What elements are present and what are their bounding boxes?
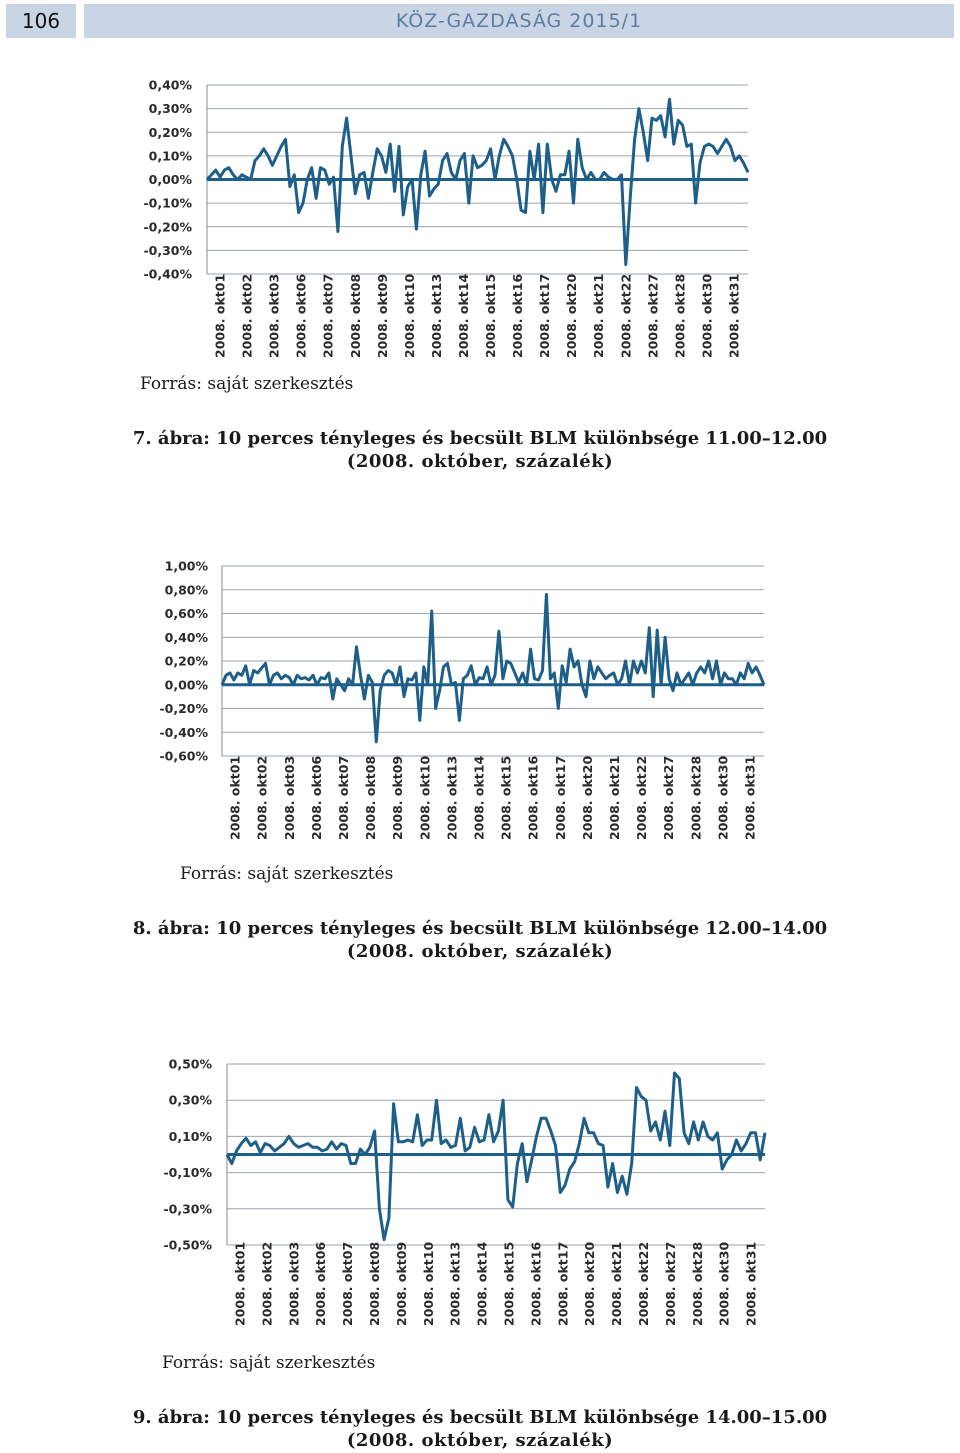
x-tick-label: 2008. okt07 — [340, 1241, 356, 1326]
x-tick-label: 2008. okt16 — [510, 273, 526, 358]
x-tick-label: 2008. okt14 — [471, 755, 487, 840]
x-tick-label: 2008. okt07 — [335, 755, 351, 840]
figure-7-source: Forrás: saját szerkesztés — [140, 374, 354, 394]
x-tick-label: 2008. okt28 — [672, 273, 688, 358]
y-tick-label: -0,10% — [163, 1165, 212, 1181]
y-tick-label: 0,20% — [164, 653, 208, 669]
x-tick-label: 2008. okt09 — [393, 1241, 409, 1326]
x-tick-label: 2008. okt28 — [688, 755, 704, 840]
y-tick-label: 0,00% — [164, 677, 208, 693]
x-tick-label: 2008. okt14 — [474, 1241, 490, 1326]
x-tick-label: 2008. okt06 — [293, 273, 309, 358]
x-tick-label: 2008. okt22 — [635, 1241, 651, 1326]
figure-8-caption-line2: (2008. október, százalék) — [346, 941, 614, 962]
x-tick-label: 2008. okt20 — [579, 755, 595, 840]
y-tick-label: 0,30% — [168, 1092, 212, 1108]
x-tick-label: 2008. okt06 — [313, 1241, 329, 1326]
y-tick-label: 0,60% — [164, 606, 208, 621]
x-tick-label: 2008. okt10 — [417, 755, 433, 840]
x-tick-label: 2008. okt15 — [498, 755, 514, 840]
series-line — [227, 1073, 765, 1240]
y-tick-label: -0,60% — [159, 748, 208, 764]
x-tick-label: 2008. okt27 — [662, 1241, 678, 1326]
y-tick-label: -0,30% — [163, 1201, 212, 1217]
figure-8-caption-line1: 8. ábra: 10 perces tényleges és becsült BLM különbsége 12.00–14.00 — [132, 918, 828, 939]
x-tick-label: 2008. okt16 — [528, 1241, 544, 1326]
figure-7-caption-line1: 7. ábra: 10 perces tényleges és becsült BLM különbsége 11.00–12.00 — [132, 428, 828, 449]
page-number: 106 — [6, 4, 76, 38]
x-tick-label: 2008. okt20 — [582, 1241, 598, 1326]
x-tick-label: 2008. okt15 — [501, 1241, 517, 1326]
y-tick-label: 1,00% — [164, 558, 208, 574]
x-tick-label: 2008. okt08 — [347, 273, 363, 358]
y-tick-label: 0,40% — [148, 77, 192, 93]
figure-9-caption-line2: (2008. október, százalék) — [346, 1430, 614, 1451]
x-tick-label: 2008. okt08 — [363, 755, 379, 840]
x-tick-label: 2008. okt22 — [634, 755, 650, 840]
x-tick-label: 2008. okt31 — [743, 1241, 759, 1326]
x-tick-label: 2008. okt02 — [259, 1241, 275, 1326]
x-tick-label: 2008. okt17 — [537, 273, 553, 358]
x-tick-label: 2008. okt08 — [366, 1241, 382, 1326]
x-tick-label: 2008. okt13 — [444, 755, 460, 840]
figure-9-caption-line1: 9. ábra: 10 perces tényleges és becsült BLM különbsége 14.00–15.00 — [132, 1407, 828, 1428]
x-tick-label: 2008. okt09 — [374, 273, 390, 358]
x-tick-label: 2008. okt02 — [254, 755, 270, 840]
x-tick-label: 2008. okt31 — [726, 273, 742, 358]
x-tick-label: 2008. okt30 — [715, 755, 731, 840]
x-tick-label: 2008. okt15 — [483, 273, 499, 358]
figure-8-source: Forrás: saját szerkesztés — [180, 864, 394, 884]
y-tick-label: 0,30% — [148, 101, 192, 117]
y-tick-label: 0,00% — [148, 172, 192, 187]
x-tick-label: 2008. okt30 — [699, 273, 715, 358]
y-tick-label: -0,20% — [143, 219, 192, 235]
x-tick-label: 2008. okt03 — [281, 755, 297, 840]
x-tick-label: 2008. okt31 — [742, 755, 758, 840]
x-tick-label: 2008. okt27 — [645, 273, 661, 358]
x-tick-label: 2008. okt02 — [239, 273, 255, 358]
x-tick-label: 2008. okt16 — [525, 755, 541, 840]
figure-9-source: Forrás: saját szerkesztés — [162, 1353, 376, 1373]
y-tick-label: 0,80% — [164, 582, 208, 598]
y-tick-label: -0,10% — [143, 195, 192, 211]
journal-title: KÖZ-GAZDASÁG 2015/1 — [84, 4, 954, 38]
figure-7-caption-line2: (2008. október, százalék) — [346, 451, 614, 472]
x-tick-label: 2008. okt03 — [266, 273, 282, 358]
y-tick-label: 0,40% — [164, 629, 208, 645]
y-tick-label: -0,20% — [159, 701, 208, 716]
x-tick-label: 2008. okt14 — [455, 273, 471, 358]
x-tick-label: 2008. okt17 — [555, 1241, 571, 1326]
x-tick-label: 2008. okt21 — [609, 1241, 625, 1326]
x-tick-label: 2008. okt01 — [232, 1241, 248, 1326]
y-tick-label: 0,50% — [168, 1056, 212, 1072]
x-tick-label: 2008. okt22 — [618, 273, 634, 358]
x-tick-label: 2008. okt13 — [428, 273, 444, 358]
x-tick-label: 2008. okt21 — [591, 273, 607, 358]
x-tick-label: 2008. okt30 — [716, 1241, 732, 1326]
x-tick-label: 2008. okt13 — [447, 1241, 463, 1326]
x-tick-label: 2008. okt28 — [689, 1241, 705, 1326]
y-tick-label: -0,40% — [159, 724, 208, 740]
y-tick-label: 0,10% — [168, 1128, 212, 1144]
x-tick-label: 2008. okt20 — [564, 273, 580, 358]
y-tick-label: -0,40% — [143, 266, 192, 282]
y-tick-label: -0,50% — [163, 1237, 212, 1253]
x-tick-label: 2008. okt03 — [286, 1241, 302, 1326]
x-tick-label: 2008. okt10 — [420, 1241, 436, 1326]
x-tick-label: 2008. okt21 — [606, 755, 622, 840]
x-tick-label: 2008. okt07 — [320, 273, 336, 358]
x-tick-label: 2008. okt17 — [552, 755, 568, 840]
x-tick-label: 2008. okt10 — [401, 273, 417, 358]
x-tick-label: 2008. okt27 — [661, 755, 677, 840]
y-tick-label: 0,20% — [148, 124, 192, 140]
figure-9-caption — [0, 1406, 960, 1452]
x-tick-label: 2008. okt01 — [227, 755, 243, 840]
x-tick-label: 2008. okt09 — [390, 755, 406, 840]
x-tick-label: 2008. okt01 — [212, 273, 228, 358]
x-tick-label: 2008. okt06 — [308, 755, 324, 840]
y-tick-label: 0,10% — [148, 148, 192, 164]
y-tick-label: -0,30% — [143, 242, 192, 258]
